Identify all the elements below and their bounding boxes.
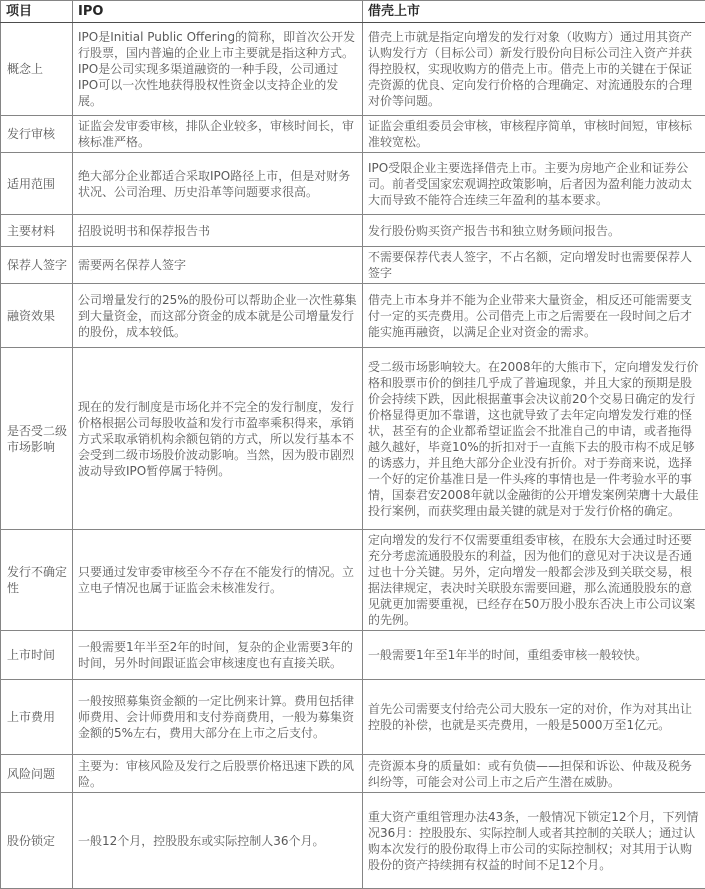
backdoor-cell: 受二级市场影响较大。在2008年的大熊市下，定向增发发行价格和股票市价的倒挂几乎成了普遍现象，并且大家的预期是股价会持续下跌，因此根据董事会决议前20个交易日确定的发行价格显得更加不靠谱，这也就导致了去年定向增发发行难的怪状，甚至有的企业都希望证监会不批准自己的申请，或者拖得越久越好，毕竟10%的折扣对于一直熊下去的股市构不成足够的诱惑力，并且绝大部分企业没有折价。对于券商来说，选择一个好的定价基准日是一件头疼的事情也是一件考验水平的事情，国泰君安2008年就以金融街的公开增发案例荣膺十大最佳投行案例，而获奖理由最关键的就是对于发行价格的确定。 (363, 348, 705, 530)
ipo-cell: 只要通过发审委审核至今不存在不能发行的情况。立立电子情况也属于证监会未核准发行。 (73, 530, 363, 631)
backdoor-cell: 壳资源本身的质量如：或有负债——担保和诉讼、仲裁及税务纠纷等，可能会对公司上市之后产生潜在威胁。 (363, 755, 705, 793)
row-label: 发行不确定性 (1, 530, 73, 631)
table-header (1, 1, 705, 23)
row-label: 是否受二级市场影响 (1, 348, 73, 530)
row-main-materials (1, 215, 705, 247)
backdoor-cell: IPO受限企业主要选择借壳上市。主要为房地产企业和证券公司。前者受国家宏观调控政策影响，后者因为盈利能力波动太大而导致不能符合连续三年盈利的基本要求。 (363, 153, 705, 215)
row-issuance-uncertainty (1, 530, 705, 631)
row-label: 上市费用 (1, 680, 73, 755)
backdoor-cell: 定向增发的发行不仅需要重组委审核，在股东大会通过时还要充分考虑流通股股东的利益，因为他们的意见对于决议是否通过也十分关键。另外，定向增发一般都会涉及到关联交易，根据法律规定，表决时关联股东需要回避，那么流通股股东的意见就更加需要重视，已经存在50万股小股东否决上市公司议案的先例。 (363, 530, 705, 631)
row-label: 风险问题 (1, 755, 73, 793)
row-secondary-market-impact (1, 348, 705, 530)
row-applicable-scope (1, 153, 705, 215)
header-row (1, 1, 705, 23)
backdoor-cell: 证监会重组委员会审核，审核程序简单，审核时间短，审核标准较宽松。 (363, 116, 705, 153)
backdoor-cell: 重大资产重组管理办法43条，一般情况下锁定12个月，下列情况36月：控股股东、实际控制人或者其控制的关联人；通过认购本次发行的股份取得上市公司的实际控制权；对其用于认购股份的资产持续拥有权益的时间不足12个月。 (363, 793, 705, 889)
ipo-cell: 需要两名保荐人签字 (73, 247, 363, 284)
header-ipo: IPO (73, 1, 363, 23)
table-body (1, 23, 705, 889)
row-financing-effect (1, 284, 705, 348)
row-risk-issues (1, 755, 705, 793)
row-share-lockup (1, 793, 705, 889)
row-label: 上市时间 (1, 631, 73, 680)
ipo-cell: 主要为：审核风险及发行之后股票价格迅速下跌的风险。 (73, 755, 363, 793)
backdoor-cell: 一般需要1年至1年半的时间，重组委审核一般较快。 (363, 631, 705, 680)
row-label: 发行审核 (1, 116, 73, 153)
backdoor-cell: 首先公司需要支付给壳公司大股东一定的对价，作为对其出让控股的补偿，也就是买壳费用，一般是5000万至1亿元。 (363, 680, 705, 755)
ipo-cell: 一般需要1年半至2年的时间，复杂的企业需要3年的时间，另外时间跟证监会审核速度也有直接关联。 (73, 631, 363, 680)
ipo-cell: 绝大部分企业都适合采取IPO路径上市，但是对财务状况、公司治理、历史沿革等问题要求很高。 (73, 153, 363, 215)
header-item: 项目 (1, 1, 73, 23)
ipo-cell: 招股说明书和保荐报告书 (73, 215, 363, 247)
ipo-cell: 现在的发行制度是市场化并不完全的发行制度，发行价格根据公司每股收益和发行市盈率乘积得来，承销方式采取承销机构余额包销的方式，所以发行基本不会受到二级市场股价波动影响。当然，因为股市剧烈波动导致IPO暂停属于特例。 (73, 348, 363, 530)
backdoor-cell: 发行股份购买资产报告书和独立财务顾问报告。 (363, 215, 705, 247)
row-label: 主要材料 (1, 215, 73, 247)
row-concept (1, 23, 705, 116)
row-listing-cost (1, 680, 705, 755)
row-label: 融资效果 (1, 284, 73, 348)
ipo-cell: 证监会发审委审核，排队企业较多，审核时间长，审核标准严格。 (73, 116, 363, 153)
row-listing-time (1, 631, 705, 680)
row-label: 适用范围 (1, 153, 73, 215)
backdoor-cell: 借壳上市就是指定向增发的发行对象（收购方）通过用其资产认购发行方（目标公司）新发行股份向目标公司注入资产并获得控股权，实现收购方的借壳上市。借壳上市的关键在于保证壳资源的优良、定向发行价格的合理确定、对流通股东的合理对价等问题。 (363, 23, 705, 116)
row-label: 概念上 (1, 23, 73, 116)
row-sponsor-signature (1, 247, 705, 284)
ipo-cell: 一般按照募集资金额的一定比例来计算。费用包括律师费用、会计师费用和支付券商费用，一般为募集资金额的5%左右，费用大部分在上市之后支付。 (73, 680, 363, 755)
row-label: 股份锁定 (1, 793, 73, 889)
ipo-cell: 公司增量发行的25%的股份可以帮助企业一次性募集到大量资金，而这部分资金的成本就是公司增量发行的股份，成本较低。 (73, 284, 363, 348)
row-label: 保荐人签字 (1, 247, 73, 284)
header-backdoor-listing: 借壳上市 (363, 1, 705, 23)
row-issuance-review (1, 116, 705, 153)
ipo-cell: 一般12个月，控股股东或实际控制人36个月。 (73, 793, 363, 889)
backdoor-cell: 借壳上市本身并不能为企业带来大量资金，相反还可能需要支付一定的买壳费用。公司借壳上市之后需要在一段时间之后才能实施再融资，以满足企业对资金的需求。 (363, 284, 705, 348)
ipo-cell: IPO是Initial Public Offering的简称，即首次公开发行股票，国内普遍的企业上市主要就是指这种方式。IPO是公司实现多渠道融资的一种手段，公司通过IPO可以一次性地获得股权性资金以支持企业的发展。 (73, 23, 363, 116)
backdoor-cell: 不需要保荐代表人签字，不占名额，定向增发时也需要保荐人签字 (363, 247, 705, 284)
